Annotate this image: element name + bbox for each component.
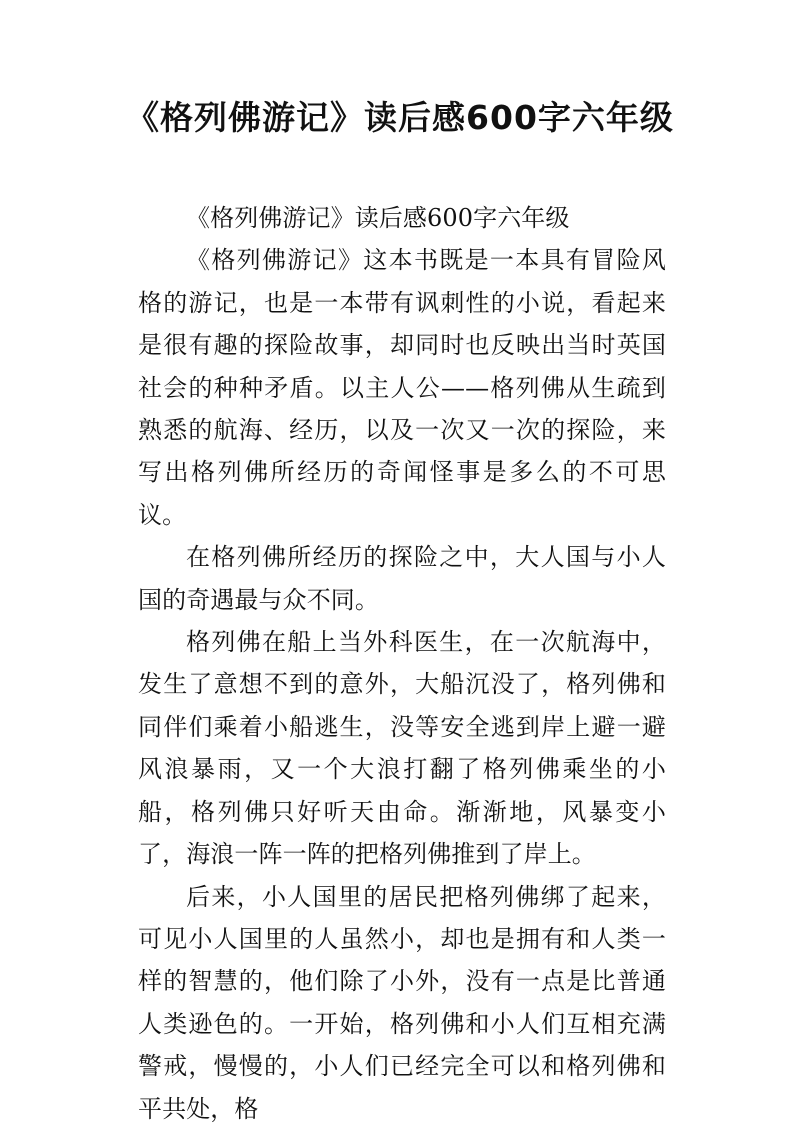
document-title: 《格列佛游记》读后感600字六年级 (126, 98, 674, 137)
paragraph-subtitle: 《格列佛游记》读后感600字六年级 (186, 204, 570, 232)
paragraph-shipwreck: 格列佛在船上当外科医生，在一次航海中，发生了意想不到的意外，大船沉没了，格列佛和同伴们乘着小船逃生，没等安全逃到岸上避一避风浪暴雨，又一个大浪打翻了格列佛乘坐的小船，格列佛只好听天由命。渐渐地，风暴变小了，海浪一阵一阵的把格列佛推到了岸上。 (138, 628, 666, 869)
document-body (138, 197, 666, 1130)
paragraph-lilliput: 后来，小人国里的居民把格列佛绑了起来，可见小人国里的人虽然小，却也是拥有和人类一样的智慧的，他们除了小外，没有一点是比普通人类逊色的。一开始，格列佛和小人们互相充满警戒，慢慢的，小人们已经完全可以和格列佛和平共处，格 (138, 882, 666, 1123)
paragraph-adventures: 在格列佛所经历的探险之中，大人国与小人国的奇遇最与众不同。 (138, 543, 666, 614)
paragraph-intro: 《格列佛游记》这本书既是一本具有冒险风格的游记，也是一本带有讽刺性的小说，看起来是很有趣的探险故事，却同时也反映出当时英国社会的种种矛盾。以主人公——格列佛从生疏到熟悉的航海、经历，以及一次又一次的探险，来写出格列佛所经历的奇闻怪事是多么的不可思议。 (138, 246, 666, 529)
